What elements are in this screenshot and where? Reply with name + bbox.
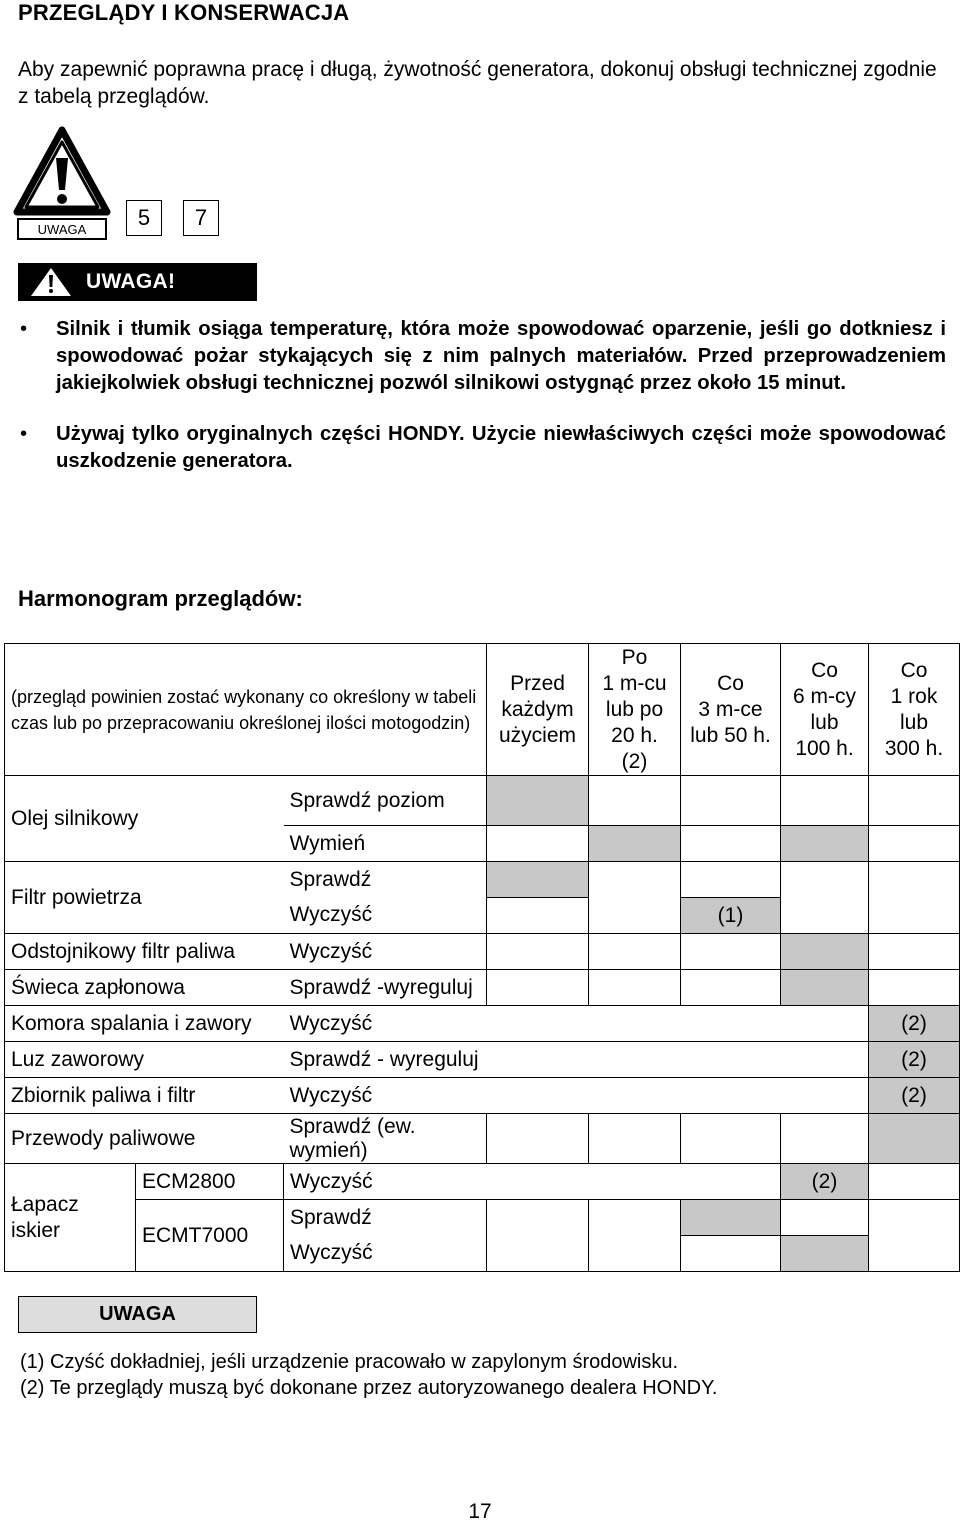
- row-label-swieca: Świeca zapłonowa: [5, 970, 284, 1006]
- table-row: [5, 1006, 960, 1042]
- action-filtr-clean: Wyczyść: [284, 898, 487, 934]
- ref-box-1: 5: [126, 200, 162, 236]
- page-heading: PRZEGLĄDY I KONSERWACJA: [18, 0, 350, 25]
- action-luz: Sprawdź - wyreguluj: [284, 1042, 487, 1078]
- bullet-2: • Używaj tylko oryginalnych części HONDY. Użycie niewłaściwych części może spowodować uszkodzenie generatora.: [18, 421, 946, 475]
- schedule-title: Harmonogram przeglądów:: [18, 586, 303, 611]
- row-label-komora: Komora spalania i zawory: [5, 1006, 284, 1042]
- footnote-1: (1) Czyść dokładniej, jeśli urządzenie pracowało w zapylonym środowisku.: [20, 1351, 679, 1373]
- table-row: [5, 970, 960, 1006]
- table-row: [5, 1200, 960, 1236]
- row-label-lapacz: Łapacz iskier: [5, 1164, 136, 1272]
- ecm2800-note: (2): [781, 1164, 869, 1200]
- action-odst: Wyczyść: [284, 934, 487, 970]
- row-label-olej: Olej silnikowy: [5, 776, 284, 862]
- warning-banner: [18, 263, 257, 301]
- action-ecmt7000-clean: Wyczyść: [284, 1236, 487, 1272]
- bullet-1: • Silnik i tłumik osiąga temperaturę, która może spowodować oparzenie, jeśli go dotkniesz i spowodować pożar stykających się z nim palnych materiałów. Przed przeprowadzeniem jakiejkolwiek obsługi technicznej pozwól silnikowi ostygnąć przez około 15 minut.: [18, 316, 946, 397]
- table-row: [5, 1042, 960, 1078]
- filtr-note: (1): [681, 898, 781, 934]
- intro-text: Aby zapewnić poprawna pracę i długą, żywotność generatora, dokonuj obsługi technicznej zgodnie z tabelą przeglądów.: [18, 58, 937, 108]
- warning-icon-label: UWAGA: [37, 222, 87, 237]
- action-olej-replace: Wymień: [284, 826, 487, 862]
- table-row: [5, 934, 960, 970]
- warning-banner-icon: [28, 265, 74, 299]
- col-header-3: Co 3 m-ce lub 50 h.: [681, 644, 781, 776]
- action-swieca: Sprawdź -wyreguluj: [284, 970, 487, 1006]
- action-zbiornik: Wyczyść: [284, 1078, 487, 1114]
- action-przewody: Sprawdź (ew. wymień): [284, 1114, 487, 1164]
- header-note: (przegląd powinien zostać wykonany co określony w tabeli czas lub po przepracowaniu określonej ilości motogodzin): [5, 644, 487, 776]
- action-ecm2800: Wyczyść: [284, 1164, 487, 1200]
- note-label: UWAGA: [18, 1296, 257, 1333]
- col-header-1: Przed każdym użyciem: [487, 644, 589, 776]
- zbiornik-note: (2): [869, 1078, 960, 1114]
- footnote-2: (2) Te przeglądy muszą być dokonane przez autoryzowanego dealera HONDY.: [20, 1377, 718, 1399]
- warning-bullets: [18, 316, 946, 499]
- row-label-przewody: Przewody paliwowe: [5, 1114, 284, 1164]
- table-header-row: [5, 644, 960, 776]
- action-ecmt7000-check: Sprawdź: [284, 1200, 487, 1236]
- action-filtr-check: Sprawdź: [284, 862, 487, 898]
- footnotes: [20, 1349, 717, 1401]
- row-label-zbiornik: Zbiornik paliwa i filtr: [5, 1078, 284, 1114]
- row-label-odst: Odstojnikowy filtr paliwa: [5, 934, 284, 970]
- table-row: [5, 1114, 960, 1164]
- col-header-2: Po 1 m-cu lub po 20 h. (2): [589, 644, 681, 776]
- warning-triangle-icon: [12, 124, 112, 249]
- page-number: 17: [468, 1500, 492, 1523]
- table-row: [5, 1164, 960, 1200]
- row-label-filtr: Filtr powietrza: [5, 862, 284, 934]
- action-komora: Wyczyść: [284, 1006, 487, 1042]
- maintenance-table: [4, 643, 960, 1272]
- row-label-luz: Luz zaworowy: [5, 1042, 284, 1078]
- komora-note: (2): [869, 1006, 960, 1042]
- ref-box-2: 7: [183, 200, 219, 236]
- col-header-4: Co 6 m-cy lub 100 h.: [781, 644, 869, 776]
- table-row: [5, 776, 960, 826]
- warning-banner-text: UWAGA!: [86, 270, 176, 293]
- row-label-ecm2800: ECM2800: [136, 1164, 284, 1200]
- action-olej-check: Sprawdź poziom: [284, 776, 487, 826]
- col-header-5: Co 1 rok lub 300 h.: [869, 644, 960, 776]
- luz-note: (2): [869, 1042, 960, 1078]
- table-row: [5, 1078, 960, 1114]
- table-row: [5, 862, 960, 898]
- row-label-ecmt7000: ECMT7000: [136, 1200, 284, 1272]
